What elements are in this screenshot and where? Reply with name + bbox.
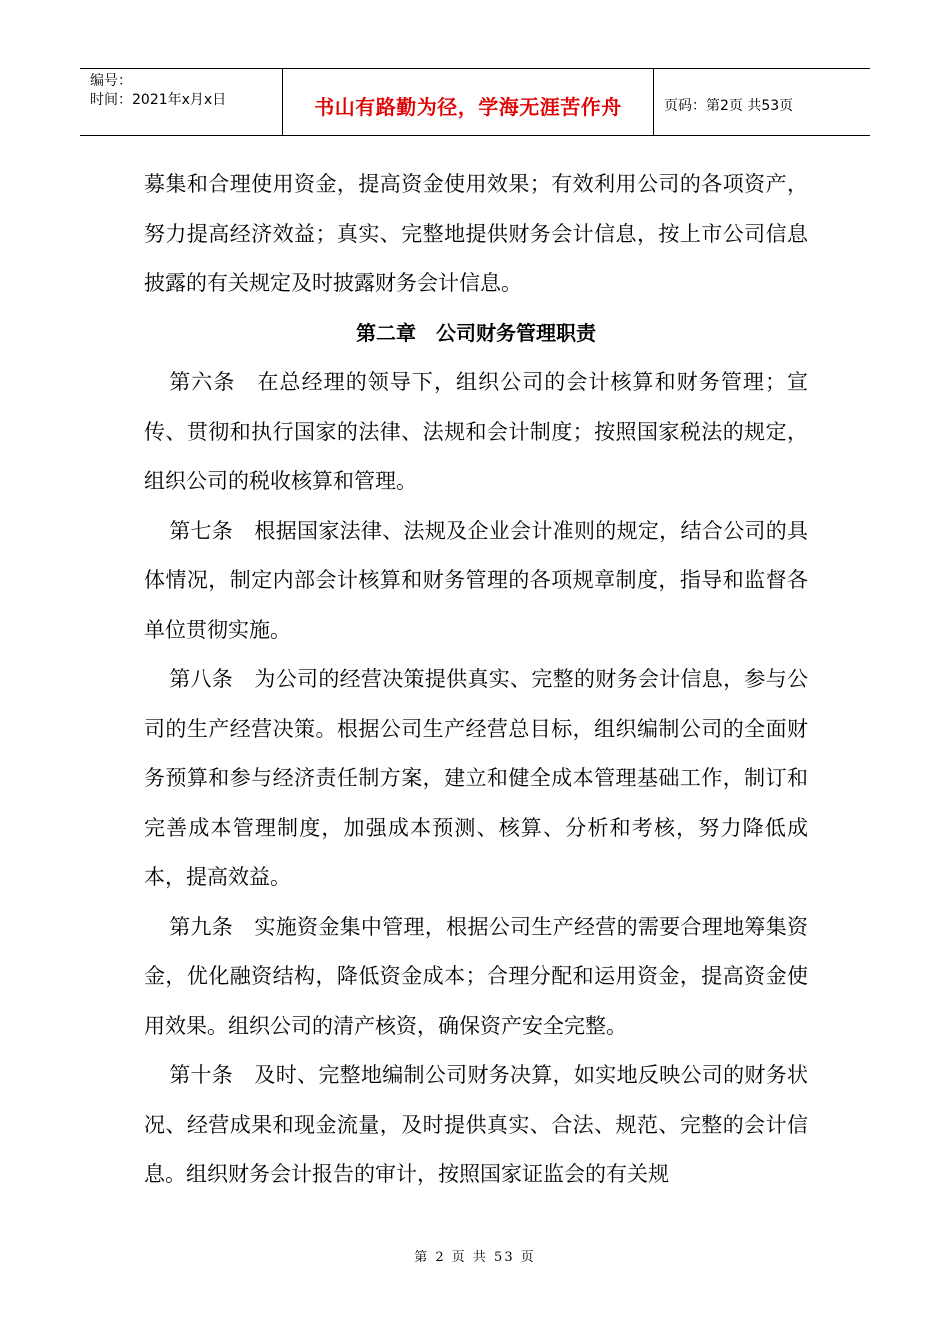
motto-text: 书山有路勤为径，学海无涯苦作舟	[314, 94, 622, 119]
article-paragraph	[144, 358, 808, 507]
article-label: 第七条	[169, 518, 234, 543]
header-page-cell	[654, 69, 870, 135]
page-header	[80, 68, 870, 136]
article-text: 为公司的经营决策提供真实、完整的财务会计信息，参与公司的生产经营决策。根据公司生产经营总目标，组织编制公司的全面财务预算和参与经济责任制方案，建立和健全成本管理基础工作，制订和完善成本管理制度，加强成本预测、核算、分析和考核，努力降低成本，提高效益。	[144, 667, 809, 889]
page-code: 页码：第2页 共53页	[664, 98, 794, 114]
article-label: 第九条	[169, 914, 234, 939]
article-paragraph	[144, 655, 808, 903]
article-label: 第八条	[169, 667, 234, 691]
article-text: 在总经理的领导下，组织公司的会计核算和财务管理；宣传、贯彻和执行国家的法律、法规和会计制度；按照国家税法的规定，组织公司的税收核算和管理。	[144, 370, 809, 493]
page-footer: 第 2 页 共 53 页	[414, 1250, 536, 1265]
article-paragraph	[144, 1051, 808, 1200]
article-text: 实施资金集中管理，根据公司生产经营的需要合理地筹集资金，优化融资结构，降低资金成本；合理分配和运用资金，提高资金使用效果。组织公司的清产核资，确保资产安全完整。	[144, 914, 809, 1038]
continuation-paragraph: 募集和合理使用资金，提高资金使用效果；有效利用公司的各项资产，努力提高经济效益；真实、完整地提供财务会计信息，按上市公司信息披露的有关规定及时披露财务会计信息。	[144, 172, 808, 295]
chapter-title: 第二章 公司财务管理职责	[356, 320, 596, 345]
article-text: 根据国家法律、法规及企业会计准则的规定，结合公司的具体情况，制定内部会计核算和财务管理的各项规章制度，指导和监督各单位贯彻实施。	[144, 518, 809, 642]
header-meta	[80, 69, 283, 135]
article-paragraph	[144, 903, 808, 1052]
time-label: 时间：2021年x月x日	[90, 92, 227, 108]
article-label: 第十条	[169, 1063, 234, 1087]
header-motto-cell	[283, 69, 654, 135]
article-label: 第六条	[169, 370, 236, 394]
article-text: 及时、完整地编制公司财务决算，如实地反映公司的财务状况、经营成果和现金流量，及时提供真实、合法、规范、完整的会计信息。组织财务会计报告的审计，按照国家证监会的有关规	[144, 1063, 809, 1186]
article-paragraph	[144, 507, 808, 656]
document-body	[144, 160, 808, 1200]
number-label: 编号：	[90, 73, 132, 89]
